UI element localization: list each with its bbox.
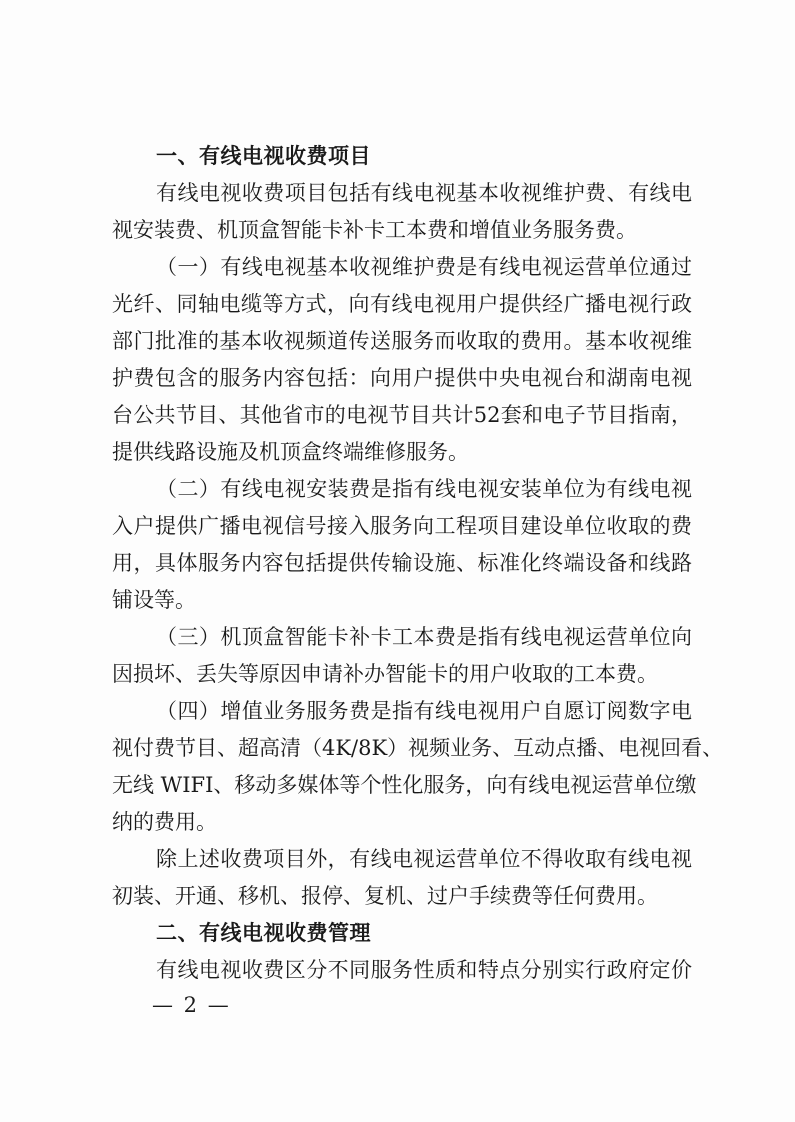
text-line: 有线电视收费项目包括有线电视基本收视维护费、有线电 <box>156 181 692 205</box>
text-line: 纳的费用。 <box>112 810 217 834</box>
text-line: 光纤、同轴电缆等方式，向有线电视用户提供经广播电视行政 <box>112 292 692 316</box>
text-line: 用，具体服务内容包括提供传输设施、标准化终端设备和线路 <box>112 551 692 575</box>
text-line: 护费包含的服务内容包括：向用户提供中央电视台和湖南电视 <box>112 366 692 390</box>
text-line: 入户提供广播电视信号接入服务向工程项目建设单位收取的费 <box>112 514 692 538</box>
text-line: 视付费节目、超高清（4K/8K）视频业务、互动点播、电视回看、 <box>112 736 724 760</box>
text-line: 部门批准的基本收视频道传送服务而收取的费用。基本收视维 <box>112 329 692 353</box>
paragraph-charge-management <box>112 952 692 989</box>
text-line: （四）增值业务服务费是指有线电视用户自愿订阅数字电 <box>156 699 692 723</box>
text-line: 因损坏、丢失等原因申请补办智能卡的用户收取的工本费。 <box>112 662 658 686</box>
text-line: （一）有线电视基本收视维护费是有线电视运营单位通过 <box>156 255 692 279</box>
paragraph-installation-fee <box>112 471 692 619</box>
section-heading-1: 一、有线电视收费项目 <box>156 144 371 168</box>
document-body <box>112 138 724 989</box>
paragraph-basic-maintenance-fee <box>112 249 692 471</box>
paragraph-value-added-fee <box>112 693 724 841</box>
text-line: （三）机顶盒智能卡补卡工本费是指有线电视运营单位向 <box>156 625 692 649</box>
text-line: 除上述收费项目外，有线电视运营单位不得收取有线电视 <box>156 847 692 871</box>
text-line: （二）有线电视安装费是指有线电视安装单位为有线电视 <box>156 477 692 501</box>
page-number: — 2 — <box>152 993 231 1017</box>
section-heading-2: 二、有线电视收费管理 <box>156 921 371 945</box>
text-line: 有线电视收费区分不同服务性质和特点分别实行政府定价 <box>156 958 692 982</box>
text-line: 提供线路设施及机顶盒终端维修服务。 <box>112 440 469 464</box>
text-line: 台公共节目、其他省市的电视节目共计52套和电子节目指南， <box>112 403 692 427</box>
paragraph-smart-card-fee <box>112 619 692 693</box>
text-line: 铺设等。 <box>112 588 196 612</box>
text-line: 初装、开通、移机、报停、复机、过户手续费等任何费用。 <box>112 884 658 908</box>
text-line: 视安装费、机顶盒智能卡补卡工本费和增值业务服务费。 <box>112 218 637 242</box>
paragraph-prohibited-fees <box>112 841 692 915</box>
text-line: 无线 WIFI、移动多媒体等个性化服务，向有线电视运营单位缴 <box>112 773 697 797</box>
paragraph-charge-items-intro <box>112 175 692 249</box>
